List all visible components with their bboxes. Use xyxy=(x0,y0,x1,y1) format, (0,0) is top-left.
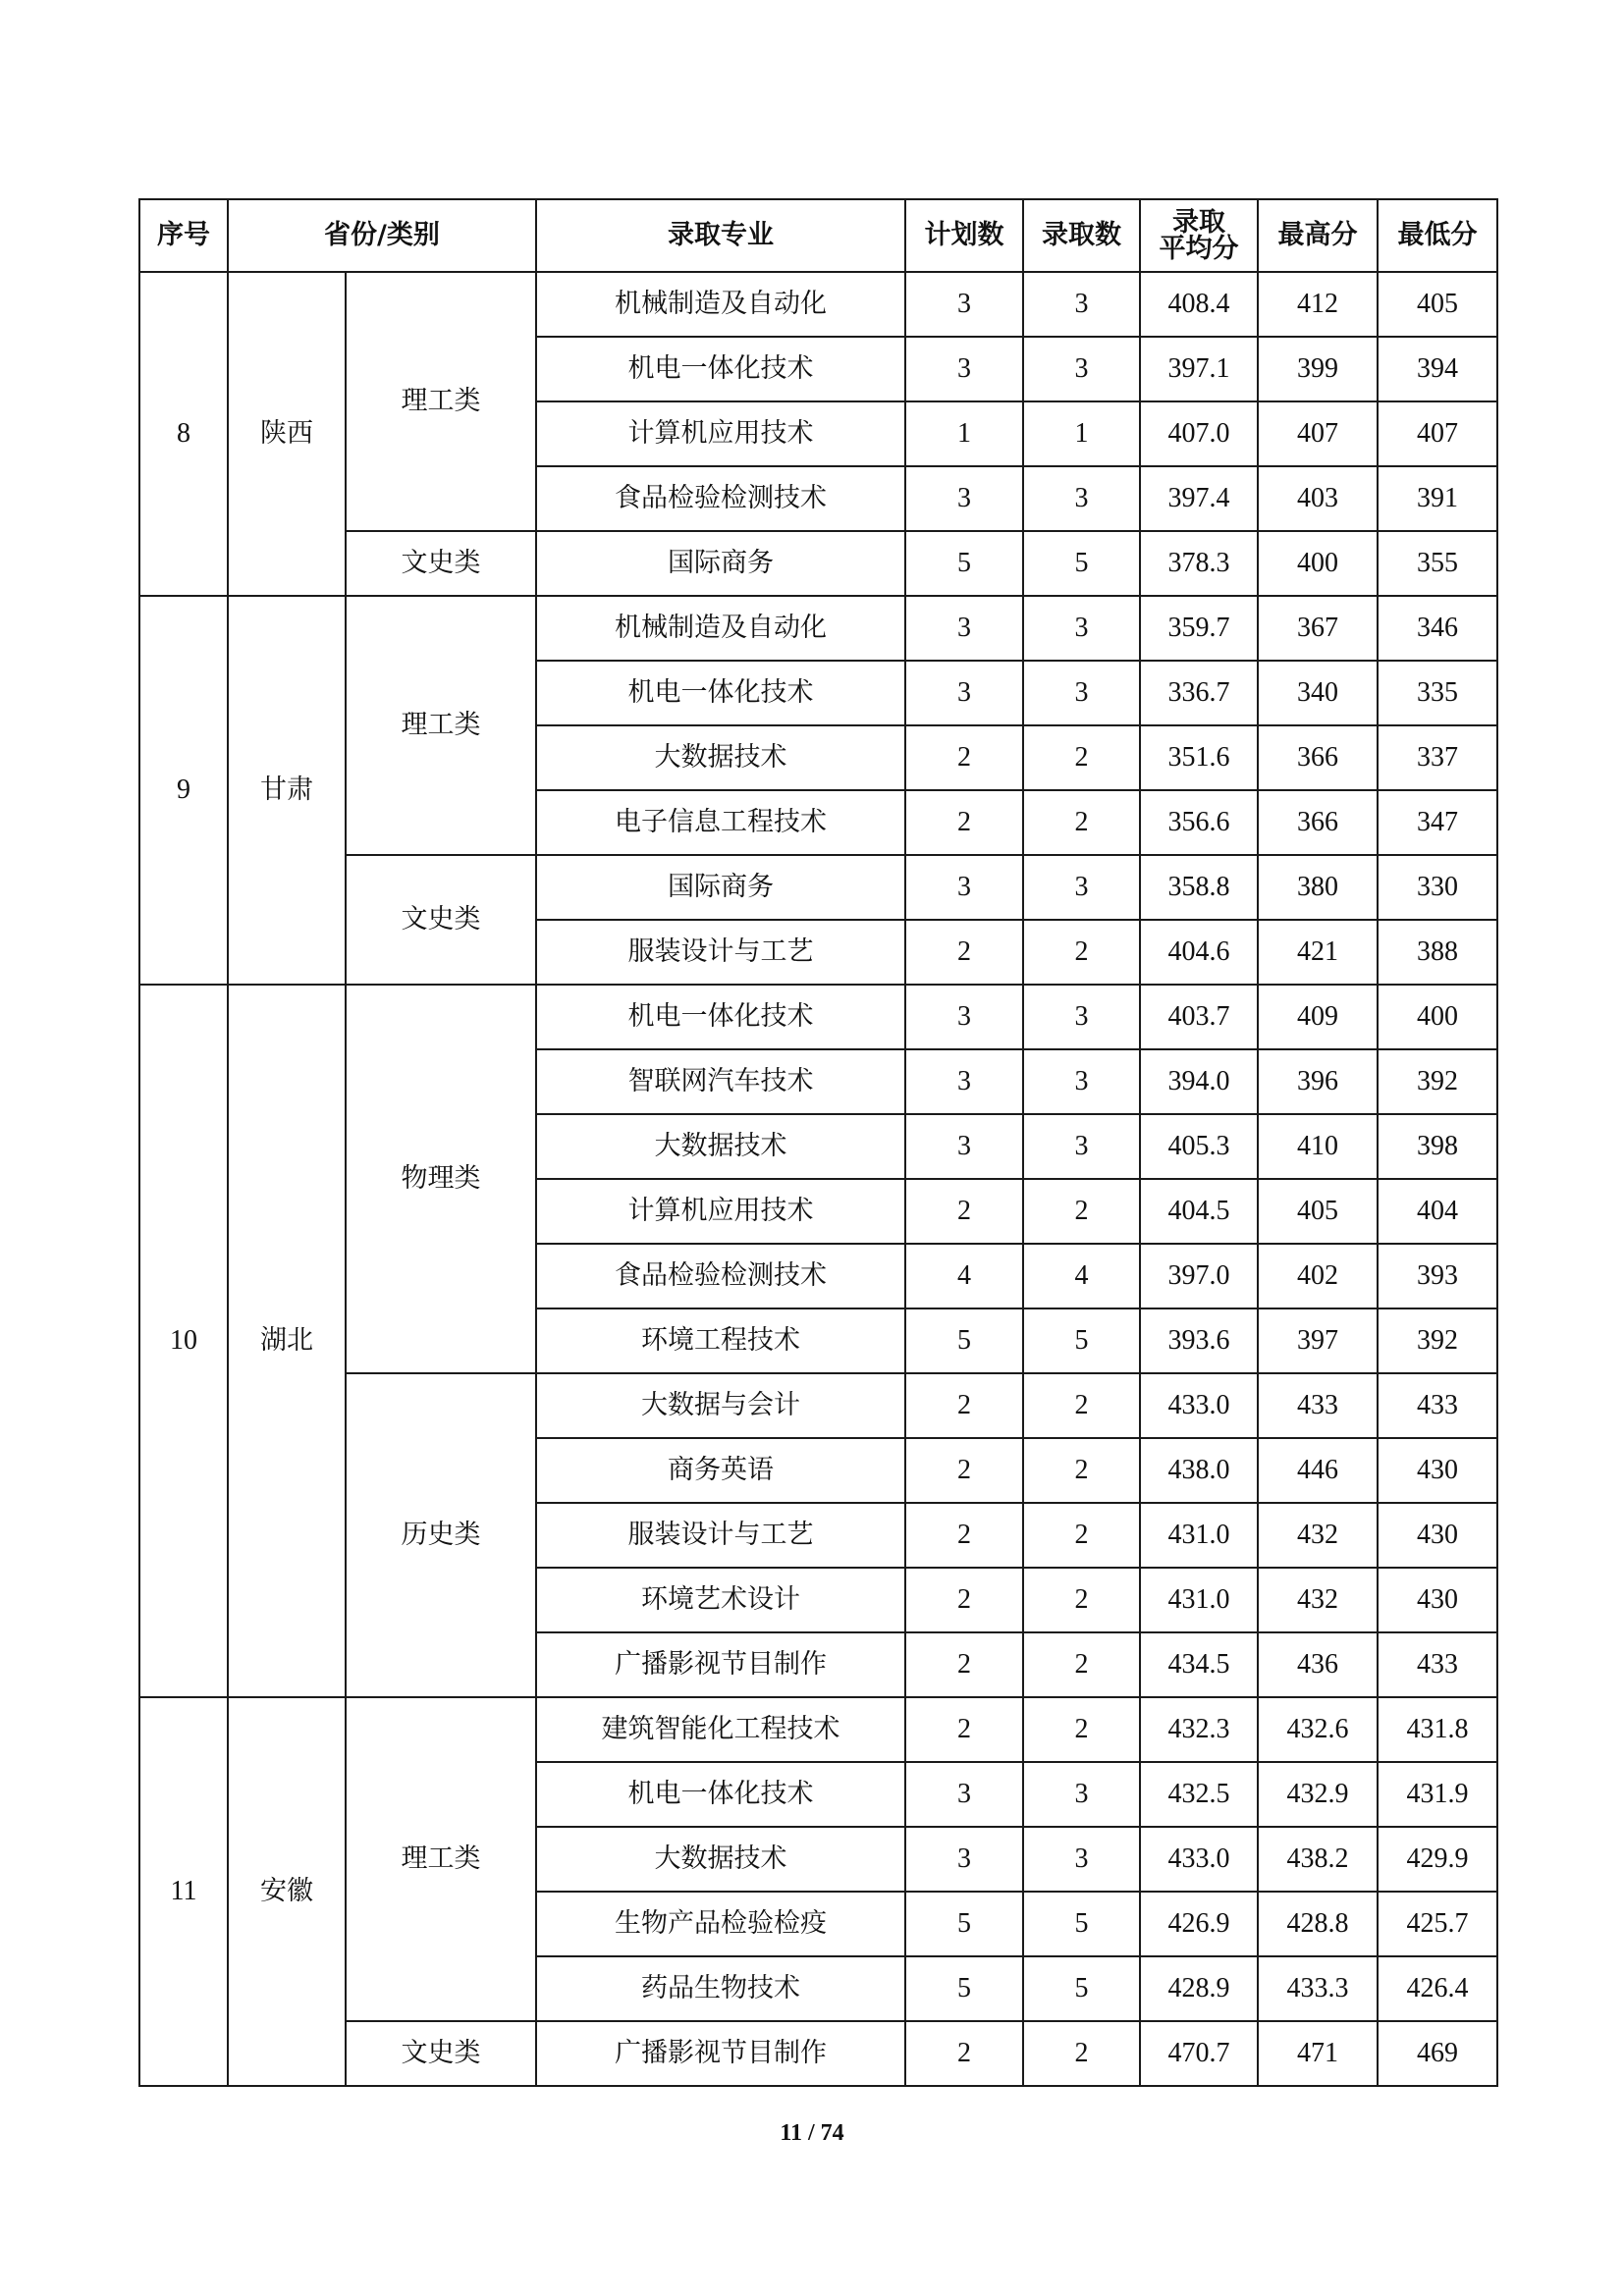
max-cell: 432.6 xyxy=(1258,1697,1378,1762)
plan-cell: 2 xyxy=(905,1632,1023,1697)
plan-cell: 4 xyxy=(905,1244,1023,1308)
major-cell: 国际商务 xyxy=(536,531,905,596)
avg-cell: 405.3 xyxy=(1140,1114,1258,1179)
major-cell: 大数据技术 xyxy=(536,1827,905,1892)
header-min: 最低分 xyxy=(1378,199,1497,272)
admit-cell: 2 xyxy=(1023,1438,1140,1503)
min-cell: 426.4 xyxy=(1378,1956,1497,2021)
avg-cell: 378.3 xyxy=(1140,531,1258,596)
admit-cell: 5 xyxy=(1023,1308,1140,1373)
major-cell: 建筑智能化工程技术 xyxy=(536,1697,905,1762)
plan-cell: 3 xyxy=(905,596,1023,661)
max-cell: 380 xyxy=(1258,855,1378,920)
province-cell: 安徽 xyxy=(228,1697,346,2086)
province-cell: 甘肃 xyxy=(228,596,346,985)
major-cell: 电子信息工程技术 xyxy=(536,790,905,855)
max-cell: 396 xyxy=(1258,1049,1378,1114)
major-cell: 食品检验检测技术 xyxy=(536,466,905,531)
min-cell: 425.7 xyxy=(1378,1892,1497,1956)
avg-cell: 433.0 xyxy=(1140,1373,1258,1438)
seq-cell: 9 xyxy=(139,596,228,985)
seq-cell: 11 xyxy=(139,1697,228,2086)
admit-cell: 2 xyxy=(1023,1179,1140,1244)
avg-cell: 404.6 xyxy=(1140,920,1258,985)
avg-cell: 336.7 xyxy=(1140,661,1258,725)
avg-cell: 438.0 xyxy=(1140,1438,1258,1503)
min-cell: 392 xyxy=(1378,1308,1497,1373)
min-cell: 404 xyxy=(1378,1179,1497,1244)
seq-cell: 8 xyxy=(139,272,228,596)
major-cell: 药品生物技术 xyxy=(536,1956,905,2021)
plan-cell: 3 xyxy=(905,272,1023,337)
table-body xyxy=(139,272,1497,2086)
plan-cell: 3 xyxy=(905,661,1023,725)
min-cell: 407 xyxy=(1378,401,1497,466)
admit-cell: 3 xyxy=(1023,1827,1140,1892)
plan-cell: 2 xyxy=(905,1438,1023,1503)
page-number: 11 / 74 xyxy=(780,2120,844,2146)
max-cell: 412 xyxy=(1258,272,1378,337)
max-cell: 432 xyxy=(1258,1568,1378,1632)
major-cell: 环境工程技术 xyxy=(536,1308,905,1373)
min-cell: 430 xyxy=(1378,1503,1497,1568)
max-cell: 471 xyxy=(1258,2021,1378,2086)
plan-cell: 2 xyxy=(905,1568,1023,1632)
admit-cell: 2 xyxy=(1023,1697,1140,1762)
admit-cell: 3 xyxy=(1023,466,1140,531)
avg-cell: 407.0 xyxy=(1140,401,1258,466)
plan-cell: 2 xyxy=(905,920,1023,985)
max-cell: 402 xyxy=(1258,1244,1378,1308)
plan-cell: 2 xyxy=(905,1373,1023,1438)
admit-cell: 5 xyxy=(1023,1956,1140,2021)
admit-cell: 3 xyxy=(1023,985,1140,1049)
max-cell: 403 xyxy=(1258,466,1378,531)
min-cell: 330 xyxy=(1378,855,1497,920)
major-cell: 机电一体化技术 xyxy=(536,337,905,401)
min-cell: 335 xyxy=(1378,661,1497,725)
category-cell: 物理类 xyxy=(346,985,536,1373)
min-cell: 433 xyxy=(1378,1632,1497,1697)
major-cell: 机电一体化技术 xyxy=(536,661,905,725)
min-cell: 405 xyxy=(1378,272,1497,337)
header-avg-line1: 录取 xyxy=(1172,207,1225,238)
min-cell: 394 xyxy=(1378,337,1497,401)
avg-cell: 432.3 xyxy=(1140,1697,1258,1762)
table-row xyxy=(139,1697,1497,1762)
major-cell: 计算机应用技术 xyxy=(536,401,905,466)
admit-cell: 2 xyxy=(1023,1568,1140,1632)
major-cell: 机电一体化技术 xyxy=(536,1762,905,1827)
min-cell: 430 xyxy=(1378,1568,1497,1632)
header-admit: 录取数 xyxy=(1023,199,1140,272)
avg-cell: 397.1 xyxy=(1140,337,1258,401)
min-cell: 337 xyxy=(1378,725,1497,790)
plan-cell: 2 xyxy=(905,790,1023,855)
avg-cell: 431.0 xyxy=(1140,1503,1258,1568)
category-cell: 历史类 xyxy=(346,1373,536,1697)
max-cell: 433 xyxy=(1258,1373,1378,1438)
admit-cell: 3 xyxy=(1023,1114,1140,1179)
province-cell: 湖北 xyxy=(228,985,346,1697)
admit-cell: 2 xyxy=(1023,920,1140,985)
max-cell: 400 xyxy=(1258,531,1378,596)
admit-cell: 2 xyxy=(1023,1373,1140,1438)
table-row xyxy=(139,596,1497,661)
admit-cell: 3 xyxy=(1023,1049,1140,1114)
category-cell: 理工类 xyxy=(346,596,536,855)
admit-cell: 5 xyxy=(1023,1892,1140,1956)
min-cell: 355 xyxy=(1378,531,1497,596)
plan-cell: 3 xyxy=(905,855,1023,920)
category-cell: 理工类 xyxy=(346,1697,536,2021)
max-cell: 397 xyxy=(1258,1308,1378,1373)
min-cell: 430 xyxy=(1378,1438,1497,1503)
min-cell: 388 xyxy=(1378,920,1497,985)
avg-cell: 432.5 xyxy=(1140,1762,1258,1827)
header-major: 录取专业 xyxy=(536,199,905,272)
admit-cell: 3 xyxy=(1023,1762,1140,1827)
header-avg xyxy=(1140,199,1258,272)
avg-cell: 434.5 xyxy=(1140,1632,1258,1697)
category-cell: 文史类 xyxy=(346,531,536,596)
max-cell: 366 xyxy=(1258,790,1378,855)
plan-cell: 3 xyxy=(905,1827,1023,1892)
min-cell: 431.8 xyxy=(1378,1697,1497,1762)
province-cell: 陕西 xyxy=(228,272,346,596)
max-cell: 432 xyxy=(1258,1503,1378,1568)
avg-cell: 356.6 xyxy=(1140,790,1258,855)
major-cell: 生物产品检验检疫 xyxy=(536,1892,905,1956)
avg-cell: 358.8 xyxy=(1140,855,1258,920)
plan-cell: 1 xyxy=(905,401,1023,466)
plan-cell: 5 xyxy=(905,1308,1023,1373)
plan-cell: 3 xyxy=(905,1114,1023,1179)
max-cell: 405 xyxy=(1258,1179,1378,1244)
major-cell: 国际商务 xyxy=(536,855,905,920)
avg-cell: 470.7 xyxy=(1140,2021,1258,2086)
seq-cell: 10 xyxy=(139,985,228,1697)
category-cell: 文史类 xyxy=(346,2021,536,2086)
max-cell: 407 xyxy=(1258,401,1378,466)
plan-cell: 3 xyxy=(905,985,1023,1049)
major-cell: 广播影视节目制作 xyxy=(536,2021,905,2086)
admit-cell: 1 xyxy=(1023,401,1140,466)
min-cell: 429.9 xyxy=(1378,1827,1497,1892)
admit-cell: 5 xyxy=(1023,531,1140,596)
major-cell: 计算机应用技术 xyxy=(536,1179,905,1244)
min-cell: 400 xyxy=(1378,985,1497,1049)
admit-cell: 2 xyxy=(1023,2021,1140,2086)
max-cell: 409 xyxy=(1258,985,1378,1049)
plan-cell: 2 xyxy=(905,1503,1023,1568)
plan-cell: 5 xyxy=(905,1956,1023,2021)
min-cell: 392 xyxy=(1378,1049,1497,1114)
table-row xyxy=(139,272,1497,337)
avg-cell: 404.5 xyxy=(1140,1179,1258,1244)
max-cell: 432.9 xyxy=(1258,1762,1378,1827)
major-cell: 机电一体化技术 xyxy=(536,985,905,1049)
max-cell: 421 xyxy=(1258,920,1378,985)
plan-cell: 3 xyxy=(905,1762,1023,1827)
admit-cell: 4 xyxy=(1023,1244,1140,1308)
major-cell: 广播影视节目制作 xyxy=(536,1632,905,1697)
avg-cell: 397.0 xyxy=(1140,1244,1258,1308)
max-cell: 436 xyxy=(1258,1632,1378,1697)
major-cell: 服装设计与工艺 xyxy=(536,1503,905,1568)
max-cell: 366 xyxy=(1258,725,1378,790)
major-cell: 大数据技术 xyxy=(536,725,905,790)
header-avg-line2: 平均分 xyxy=(1159,234,1239,264)
avg-cell: 426.9 xyxy=(1140,1892,1258,1956)
avg-cell: 428.9 xyxy=(1140,1956,1258,2021)
min-cell: 433 xyxy=(1378,1373,1497,1438)
admit-cell: 2 xyxy=(1023,725,1140,790)
min-cell: 431.9 xyxy=(1378,1762,1497,1827)
plan-cell: 5 xyxy=(905,531,1023,596)
avg-cell: 359.7 xyxy=(1140,596,1258,661)
max-cell: 433.3 xyxy=(1258,1956,1378,2021)
major-cell: 服装设计与工艺 xyxy=(536,920,905,985)
max-cell: 367 xyxy=(1258,596,1378,661)
max-cell: 340 xyxy=(1258,661,1378,725)
plan-cell: 2 xyxy=(905,725,1023,790)
header-plan: 计划数 xyxy=(905,199,1023,272)
major-cell: 机械制造及自动化 xyxy=(536,272,905,337)
min-cell: 393 xyxy=(1378,1244,1497,1308)
plan-cell: 2 xyxy=(905,2021,1023,2086)
admit-cell: 3 xyxy=(1023,596,1140,661)
max-cell: 428.8 xyxy=(1258,1892,1378,1956)
plan-cell: 5 xyxy=(905,1892,1023,1956)
avg-cell: 403.7 xyxy=(1140,985,1258,1049)
min-cell: 347 xyxy=(1378,790,1497,855)
category-cell: 理工类 xyxy=(346,272,536,531)
min-cell: 398 xyxy=(1378,1114,1497,1179)
avg-cell: 433.0 xyxy=(1140,1827,1258,1892)
avg-cell: 397.4 xyxy=(1140,466,1258,531)
max-cell: 410 xyxy=(1258,1114,1378,1179)
major-cell: 大数据与会计 xyxy=(536,1373,905,1438)
min-cell: 391 xyxy=(1378,466,1497,531)
admit-cell: 3 xyxy=(1023,337,1140,401)
admit-cell: 3 xyxy=(1023,855,1140,920)
plan-cell: 3 xyxy=(905,337,1023,401)
min-cell: 346 xyxy=(1378,596,1497,661)
admission-table xyxy=(138,198,1498,2087)
plan-cell: 3 xyxy=(905,466,1023,531)
admit-cell: 3 xyxy=(1023,661,1140,725)
min-cell: 469 xyxy=(1378,2021,1497,2086)
avg-cell: 394.0 xyxy=(1140,1049,1258,1114)
avg-cell: 393.6 xyxy=(1140,1308,1258,1373)
avg-cell: 351.6 xyxy=(1140,725,1258,790)
admit-cell: 2 xyxy=(1023,1632,1140,1697)
major-cell: 机械制造及自动化 xyxy=(536,596,905,661)
avg-cell: 408.4 xyxy=(1140,272,1258,337)
major-cell: 环境艺术设计 xyxy=(536,1568,905,1632)
admit-cell: 2 xyxy=(1023,1503,1140,1568)
max-cell: 399 xyxy=(1258,337,1378,401)
table-row xyxy=(139,985,1497,1049)
header-province-category: 省份/类别 xyxy=(228,199,536,272)
header-max: 最高分 xyxy=(1258,199,1378,272)
plan-cell: 3 xyxy=(905,1049,1023,1114)
category-cell: 文史类 xyxy=(346,855,536,985)
avg-cell: 431.0 xyxy=(1140,1568,1258,1632)
admit-cell: 2 xyxy=(1023,790,1140,855)
max-cell: 438.2 xyxy=(1258,1827,1378,1892)
plan-cell: 2 xyxy=(905,1697,1023,1762)
max-cell: 446 xyxy=(1258,1438,1378,1503)
major-cell: 智联网汽车技术 xyxy=(536,1049,905,1114)
header-seq: 序号 xyxy=(139,199,228,272)
admit-cell: 3 xyxy=(1023,272,1140,337)
header-row xyxy=(139,199,1497,272)
major-cell: 食品检验检测技术 xyxy=(536,1244,905,1308)
major-cell: 大数据技术 xyxy=(536,1114,905,1179)
major-cell: 商务英语 xyxy=(536,1438,905,1503)
plan-cell: 2 xyxy=(905,1179,1023,1244)
